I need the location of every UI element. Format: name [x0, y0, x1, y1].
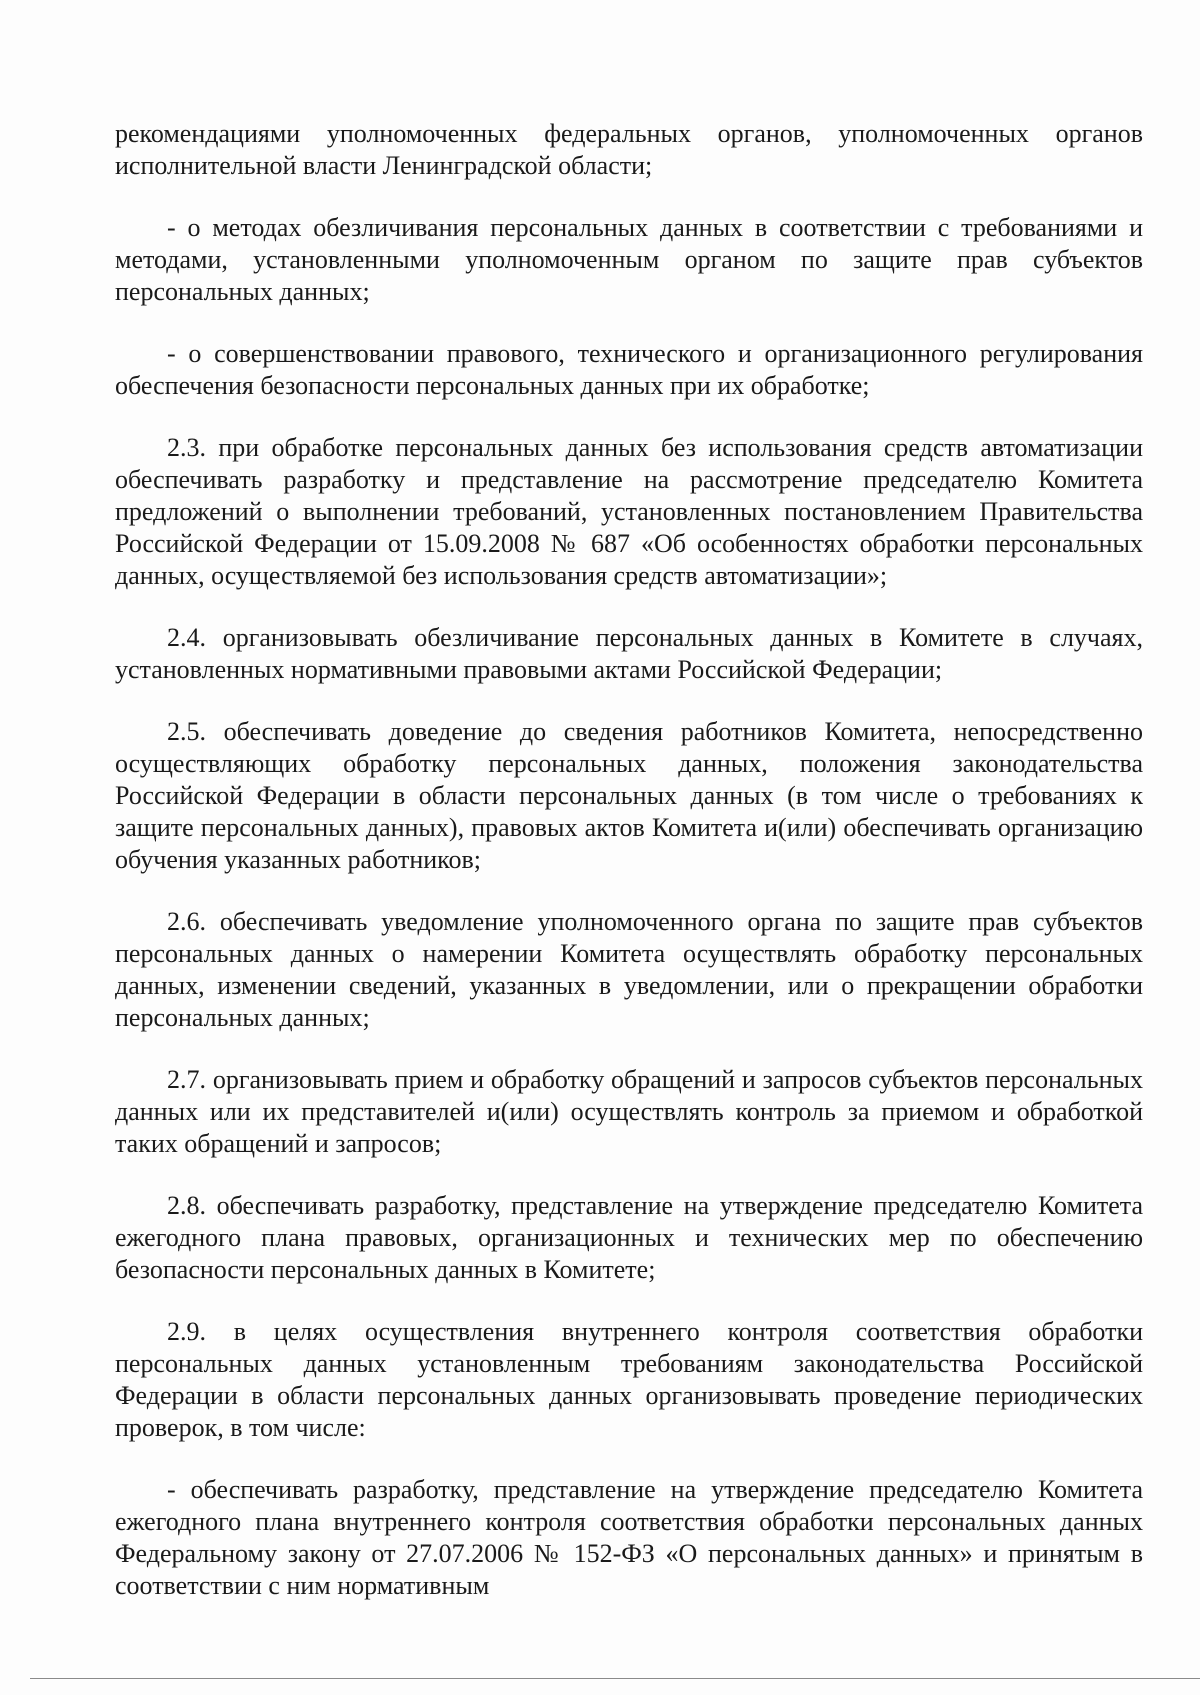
paragraph-continuation: рекомендациями уполномоченных федеральных органов, уполномоченных органов исполнительной власти Ленинградской области;	[115, 119, 1143, 180]
paragraph-2-9: 2.9. в целях осуществления внутреннего контроля соответствия обработки персональных данных установленным требованиям законодательства Российской Федерации в области персональных данных организовывать проведение периодических проверок, в том числе:	[115, 1317, 1143, 1442]
paragraph-2-8: 2.8. обеспечивать разработку, представление на утверждение председателю Комитета ежегодного плана правовых, организационных и технических мер по обеспечению безопасности персональных данных в Комитете;	[115, 1191, 1143, 1284]
page-bottom-edge	[30, 1678, 1200, 1679]
paragraph-2-3: 2.3. при обработке персональных данных без использования средств автоматизации обеспечивать разработку и представление на рассмотрение председателю Комитета предложений о выполнении требований, установленных постановлением Правительства Российской Федерации от 15.09.2008 № 687 «Об особенностях обработки персональных данных, осуществляемой без использования средств автоматизации»;	[115, 433, 1143, 590]
paragraph-depersonalization-methods: - о методах обезличивания персональных данных в соответствии с требованиями и методами, установленными уполномоченным органом по защите прав субъектов персональных данных;	[115, 213, 1143, 306]
paragraph-2-4: 2.4. организовывать обезличивание персональных данных в Комитете в случаях, установленных нормативными правовыми актами Российской Федерации;	[115, 623, 1143, 684]
paragraph-2-5: 2.5. обеспечивать доведение до сведения работников Комитета, непосредственно осуществляющих обработку персональных данных, положения законодательства Российской Федерации в области персональных данных (в том числе о требованиях к защите персональных данных), правовых актов Комитета и(или) обеспечивать организацию обучения указанных работников;	[115, 717, 1143, 874]
paragraph-internal-control-plan: - обеспечивать разработку, представление на утверждение председателю Комитета ежегодного плана внутреннего контроля соответствия обработки персональных данных Федеральному закону от 27.07.2006 № 152-ФЗ «О персональных данных» и принятым в соответствии с ним нормативным	[115, 1475, 1143, 1600]
document-body	[115, 118, 1143, 1602]
paragraph-regulation-improvement: - о совершенствовании правового, технического и организационного регулирования обеспечения безопасности персональных данных при их обработке;	[115, 339, 1143, 400]
paragraph-2-7: 2.7. организовывать прием и обработку обращений и запросов субъектов персональных данных или их представителей и(или) осуществлять контроль за приемом и обработкой таких обращений и запросов;	[115, 1065, 1143, 1158]
paragraph-2-6: 2.6. обеспечивать уведомление уполномоченного органа по защите прав субъектов персональных данных о намерении Комитета осуществлять обработку персональных данных, изменении сведений, указанных в уведомлении, или о прекращении обработки персональных данных;	[115, 907, 1143, 1032]
